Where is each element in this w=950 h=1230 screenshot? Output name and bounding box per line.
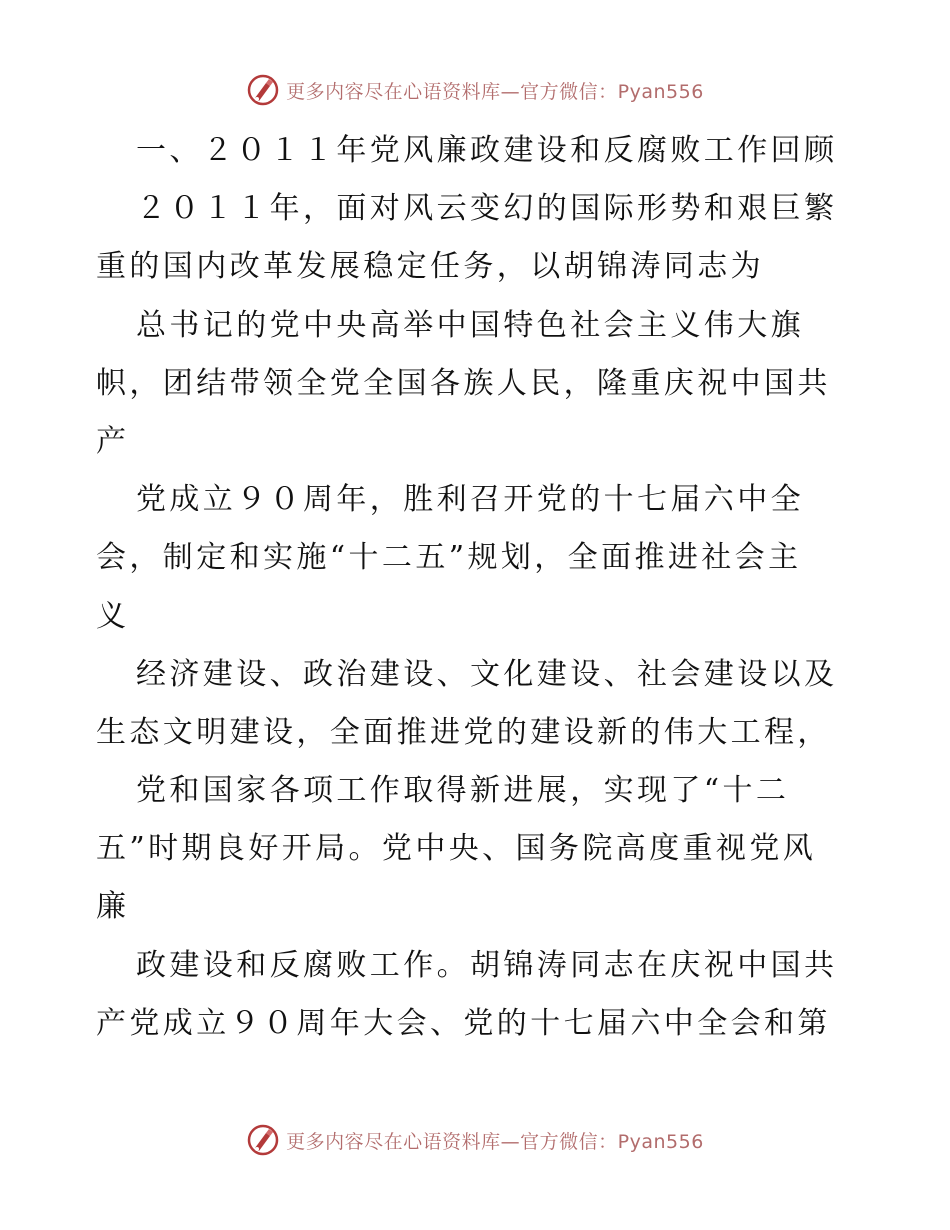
text-line: 生态文明建设，全面推进党的建设新的伟大工程，: [96, 714, 831, 750]
text-line: 廉: [96, 889, 130, 925]
watermark-text: 更多内容尽在心语资料库—官方微信：Pyan556: [286, 80, 704, 103]
text-line: 义: [96, 598, 130, 634]
pen-seal-icon: [246, 73, 280, 107]
pen-seal-icon: [246, 1123, 280, 1157]
header-watermark: [0, 70, 950, 110]
text-line: 一、２０１１年党风廉政建设和反腐败工作回顾: [136, 133, 838, 168]
text-line: 总书记的党中央高举中国特色社会主义伟大旗: [136, 307, 804, 343]
watermark-text: 更多内容尽在心语资料库—官方微信：Pyan556: [286, 1130, 704, 1153]
text-line: 政建设和反腐败工作。胡锦涛同志在庆祝中国共: [136, 947, 838, 983]
footer-watermark: [0, 1120, 950, 1160]
text-line: 经济建设、政治建设、文化建设、社会建设以及: [136, 656, 838, 692]
text-line: ２０１１年，面对风云变幻的国际形势和艰巨繁: [136, 191, 838, 227]
text-line: 帜，团结带领全党全国各族人民，隆重庆祝中国共: [96, 365, 831, 401]
text-line: 产: [96, 423, 130, 459]
text-line: 重的国内改革发展稳定任务，以胡锦涛同志为: [96, 249, 764, 285]
text-line: 党成立９０周年，胜利召开党的十七届六中全: [136, 482, 804, 518]
text-line: 五”时期良好开局。党中央、国务院高度重视党风: [96, 831, 817, 867]
text-line: 产党成立９０周年大会、党的十七届六中全会和第: [96, 1005, 831, 1041]
document-body: [96, 122, 856, 1053]
text-line: 党和国家各项工作取得新进展，实现了“十二: [136, 773, 790, 809]
text-line: 会，制定和实施“十二五”规划，全面推进社会主: [96, 540, 802, 576]
